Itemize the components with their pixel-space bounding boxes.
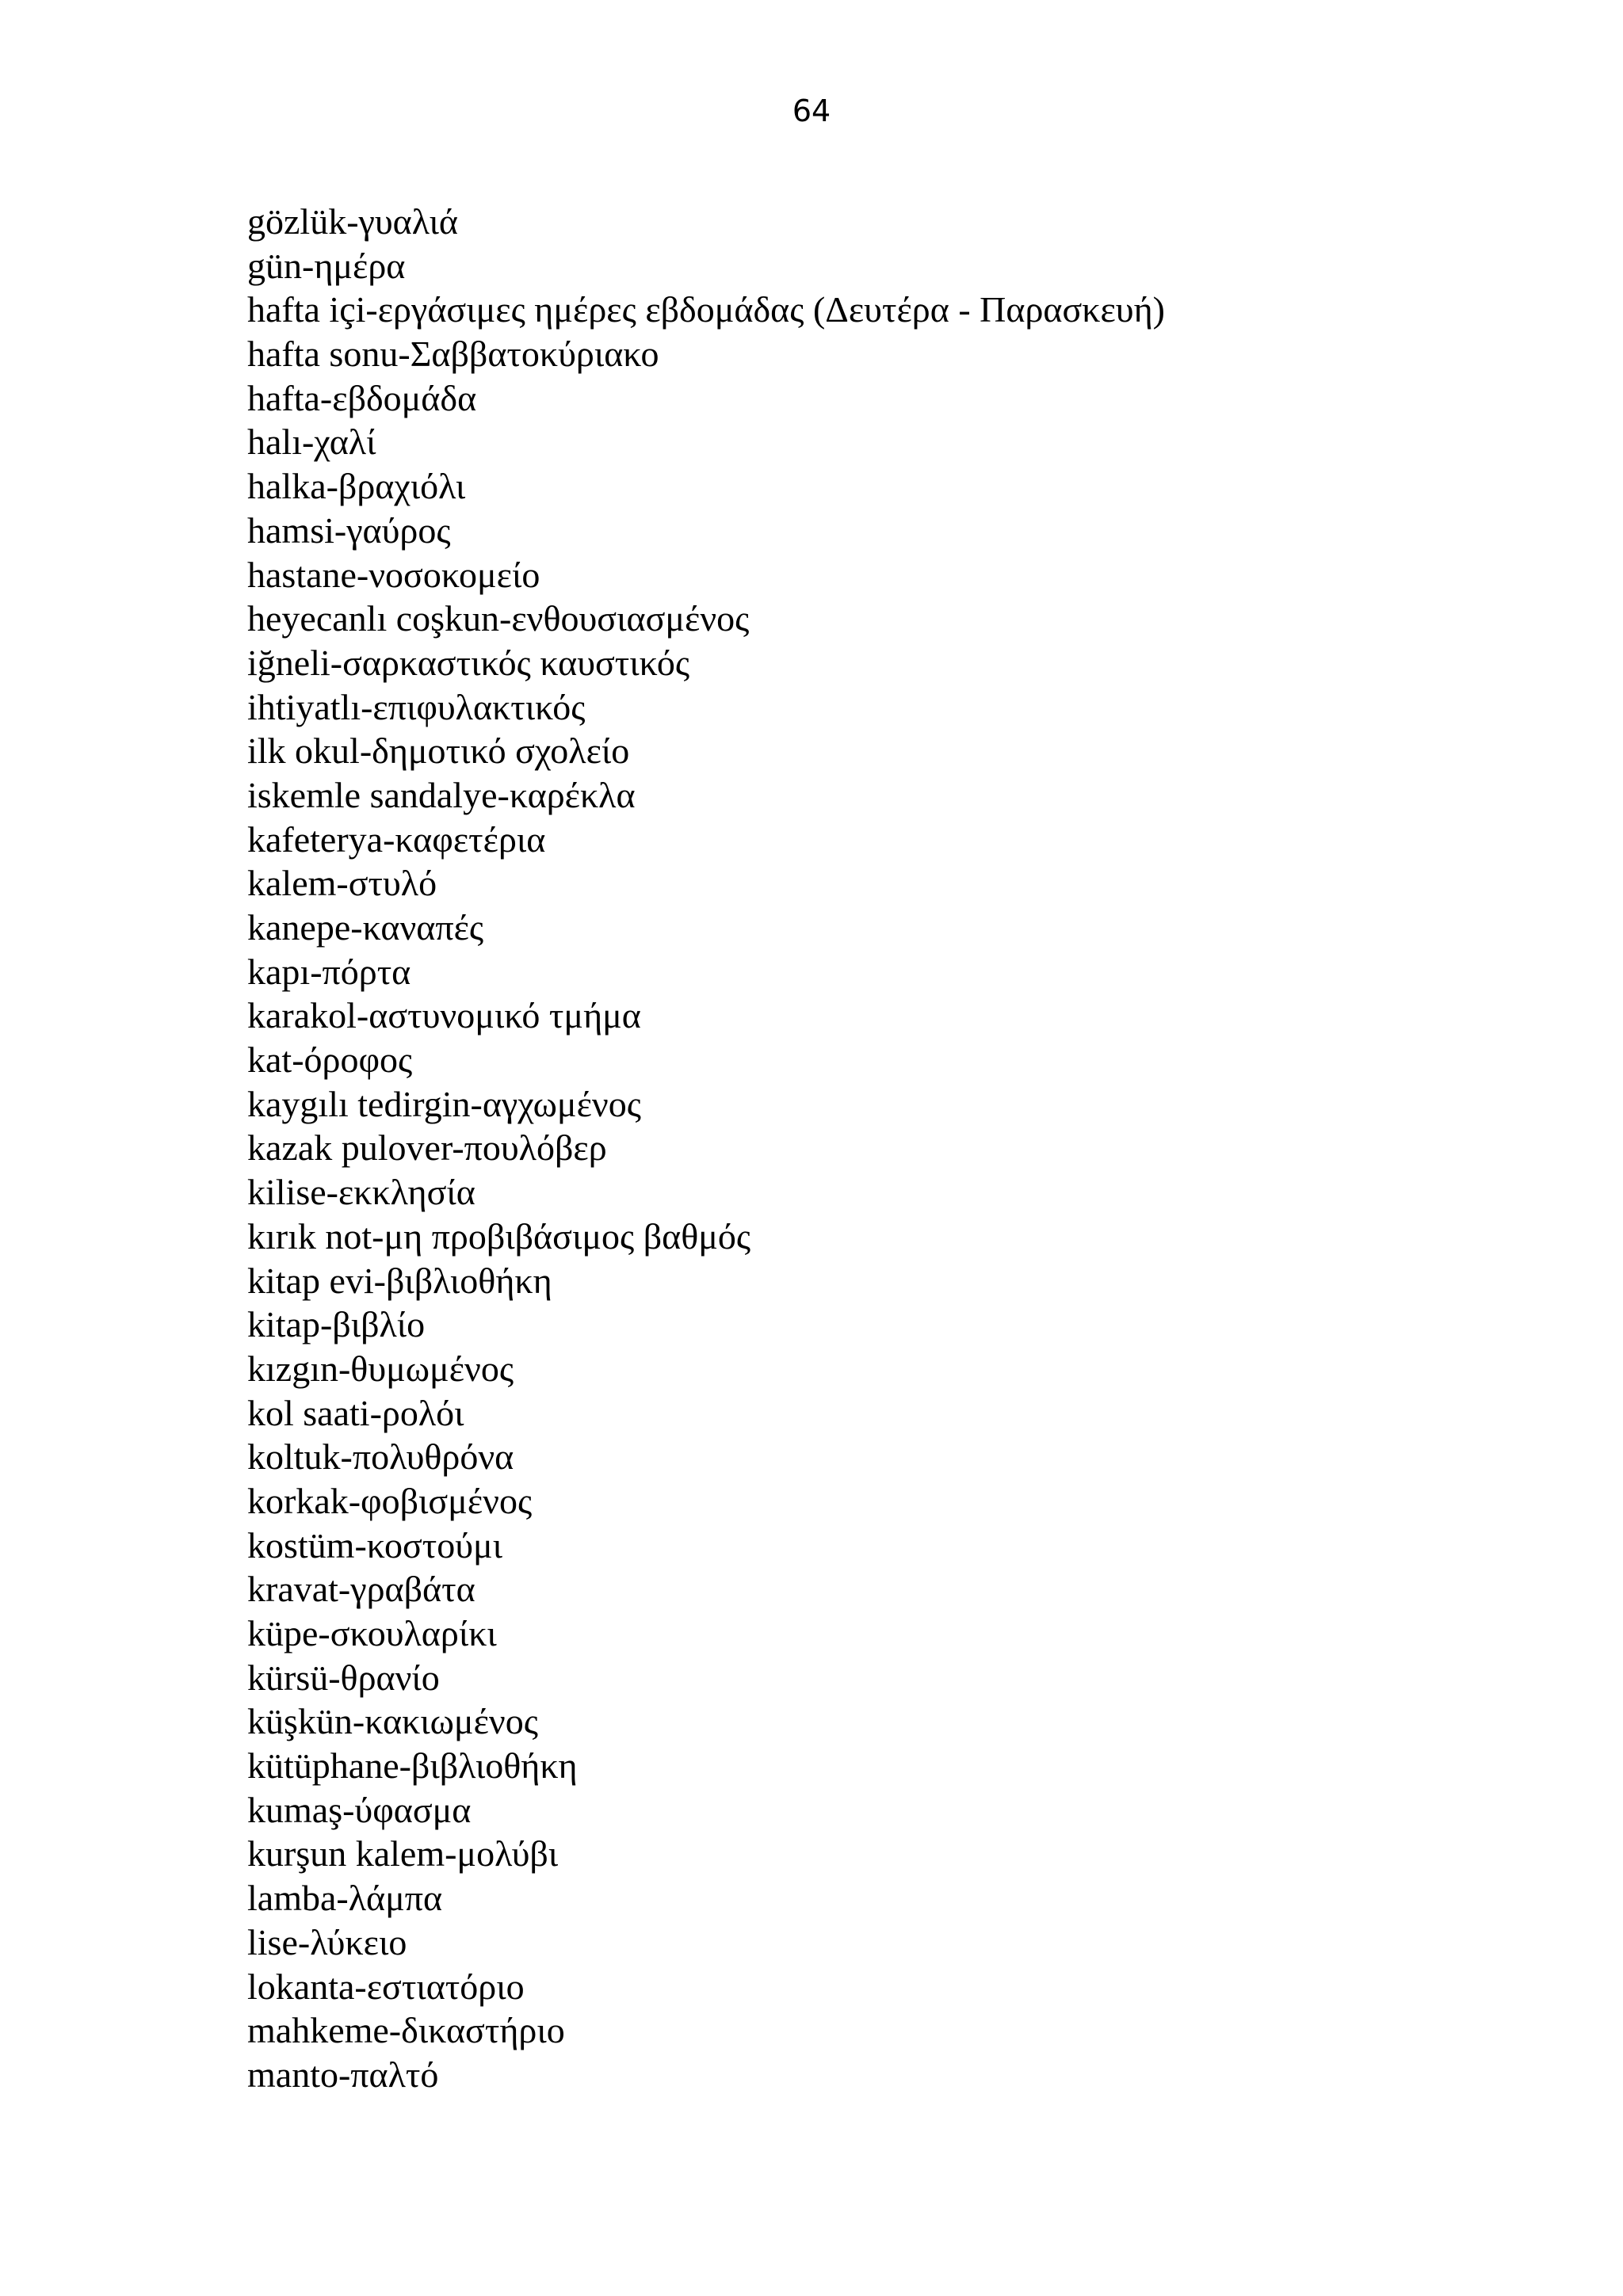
vocabulary-entry: manto-παλτό: [247, 2054, 439, 2095]
vocabulary-entry: hafta-εβδομάδα: [247, 377, 477, 418]
vocabulary-entry: lokanta-εστιατόριο: [247, 1966, 525, 2007]
vocabulary-entry: kilise-εκκλησία: [247, 1172, 475, 1213]
vocabulary-entry: kazak pulover-πουλόβερ: [247, 1127, 607, 1169]
vocabulary-entry: ihtiyatlı-επιφυλακτικός: [247, 686, 586, 727]
vocabulary-entry: korkak-φοβισμένος: [247, 1480, 533, 1521]
vocabulary-entry: hamsi-γαύρος: [247, 509, 451, 551]
vocabulary-entry: hafta sonu-Σαββατοκύριακο: [247, 334, 659, 375]
vocabulary-entry: heyecanlı coşkun-ενθουσιασμένος: [247, 598, 750, 639]
vocabulary-entry: kaygılı tedirgin-αγχωμένος: [247, 1083, 641, 1124]
vocabulary-entry: kızgın-θυμωμένος: [247, 1348, 514, 1389]
vocabulary-entry: kravat-γραβάτα: [247, 1569, 475, 1610]
vocabulary-entry: kürsü-θρανίο: [247, 1657, 440, 1698]
vocabulary-entry: küpe-σκουλαρίκι: [247, 1613, 497, 1653]
vocabulary-entry: mahkeme-δικαστήριο: [247, 2010, 565, 2051]
vocabulary-entry: gün-ημέρα: [247, 245, 406, 286]
vocabulary-entry: kırık not-μη προβιβάσιμος βαθμός: [247, 1215, 751, 1257]
vocabulary-entry: kitap evi-βιβλιοθήκη: [247, 1260, 552, 1301]
vocabulary-entry: hastane-νοσοκομείο: [247, 554, 540, 595]
vocabulary-entry: kat-όροφος: [247, 1039, 413, 1081]
vocabulary-entry: küşkün-κακιωμένος: [247, 1701, 538, 1742]
vocabulary-entry: kapı-πόρτα: [247, 951, 411, 992]
vocabulary-entry: koltuk-πολυθρόνα: [247, 1436, 514, 1478]
vocabulary-entry: halka-βραχιόλι: [247, 466, 466, 507]
vocabulary-entry: kafeterya-καφετέρια: [247, 818, 546, 860]
vocabulary-entry: kütüphane-βιβλιοθήκη: [247, 1745, 578, 1787]
vocabulary-entry: kostüm-κοστούμι: [247, 1524, 503, 1566]
vocabulary-entry: kalem-στυλό: [247, 863, 437, 904]
vocabulary-entry: kitap-βιβλίο: [247, 1304, 426, 1345]
vocabulary-entry: ilk okul-δημοτικό σχολείο: [247, 730, 630, 772]
vocabulary-entry: karakol-αστυνομικό τμήμα: [247, 995, 641, 1036]
vocabulary-entry: iskemle sandalye-καρέκλα: [247, 774, 636, 815]
vocabulary-entry: iğneli-σαρκαστικός καυστικός: [247, 642, 690, 683]
vocabulary-entry: halı-χαλί: [247, 421, 376, 463]
vocabulary-entry: hafta içi-εργάσιμες ημέρες εβδομάδας (Δευτέρα - Παρασκευή): [247, 289, 1165, 330]
vocabulary-entry: kumaş-ύφασμα: [247, 1789, 472, 1830]
vocabulary-entry: gözlük-γυαλιά: [247, 201, 458, 242]
vocabulary-entry: kol saati-ρολόι: [247, 1392, 464, 1433]
page-number: 64: [792, 93, 831, 128]
vocabulary-list: [247, 200, 1165, 2097]
vocabulary-entry: kanepe-καναπές: [247, 907, 484, 948]
vocabulary-entry: lise-λύκειο: [247, 1921, 407, 1962]
vocabulary-entry: kurşun kalem-μολύβι: [247, 1833, 559, 1875]
vocabulary-entry: lamba-λάμπα: [247, 1878, 443, 1919]
